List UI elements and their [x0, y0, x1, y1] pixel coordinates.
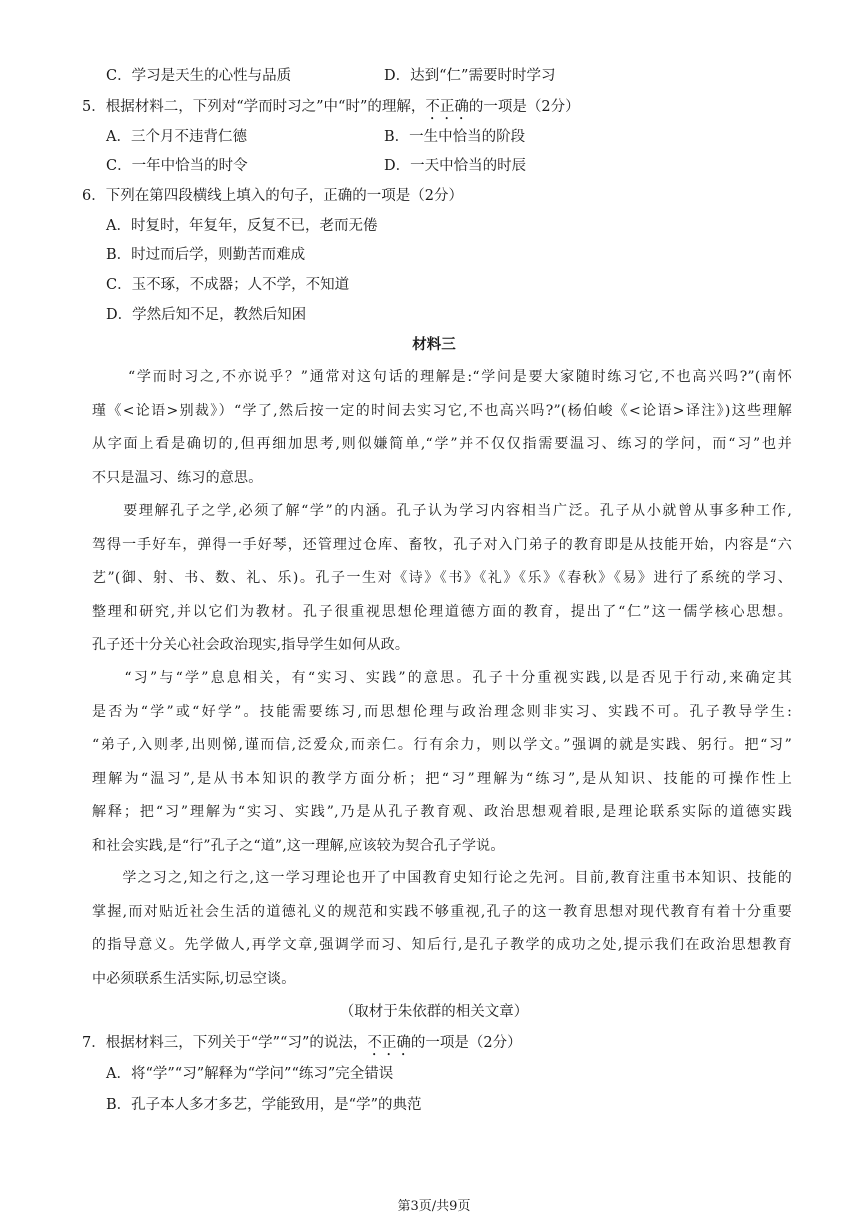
- material3-paragraph-1: [92, 395, 792, 496]
- q5-stem-emphasis: 不正确: [425, 99, 469, 115]
- paragraph-line: 整理和研究,并以它们为教材。孔子很重视思想伦理道德方面的教育，提出了“仁”这一儒学核心思想。: [92, 603, 792, 620]
- q6-option-b: B．时过而后学，则勤苦而难成: [106, 247, 306, 263]
- paragraph-line: 中必须联系生活实际,切忌空谈。: [92, 970, 296, 987]
- paragraph-line: 和社会实践,是“行”孔子之“道”,这一理解,应该较为契合孔子学说。: [92, 837, 505, 854]
- paragraph-line: 瑾《<论语>别裁》）“学了,然后按一定的时间去实习它,不也高兴吗?”(杨伯峻《<论语>译注》)这些理解: [92, 402, 792, 419]
- q4-option-c: C．学习是天生的心性与品质: [106, 68, 292, 84]
- q7-option-a: A．将“学”“习”解释为“学问”“练习”完全错误: [106, 1066, 394, 1082]
- q7-stem-pre: 7．根据材料三，下列关于“学”“习”的说法，: [82, 1035, 368, 1051]
- q6-stem: 6．下列在第四段横线上填入的句子，正确的一项是（2分）: [82, 188, 463, 204]
- q5-option-b: B．一生中恰当的阶段: [384, 129, 526, 145]
- q4-option-d: D．达到“仁”需要时时学习: [384, 68, 556, 84]
- paragraph-line: 艺”(御、射、书、数、礼、乐)。孔子一生对《诗》《书》《礼》《乐》《春秋》《易》进行了系统的学习、: [92, 570, 792, 586]
- material3-paragraph-1-first: [128, 361, 792, 395]
- material3-paragraph-4: [92, 862, 792, 996]
- material3-paragraph-3: [92, 662, 792, 863]
- paragraph-line: 孔子还十分关心社会政治现实,指导学生如何从政。: [92, 637, 410, 653]
- paragraph-line: 从字面上看是确切的,但再细加思考,则似嫌简单,“学”并不仅仅指需要温习、练习的学问，而“习”也并: [92, 436, 792, 452]
- q5-stem-post: 的一项是（2分）: [468, 99, 580, 115]
- q6-option-c: C．玉不琢，不成器；人不学，不知道: [106, 277, 350, 293]
- material3-title: 材料三: [412, 336, 456, 353]
- q5-stem: [82, 97, 580, 123]
- q5-stem-pre: 5．根据材料二，下列对“学而时习之”中“时”的理解，: [82, 99, 426, 115]
- q7-stem-emphasis: 不正确: [367, 1035, 411, 1051]
- paragraph-line: 掌握,而对贴近社会生活的道德礼义的规范和实践不够重视,孔子的这一教育思想对现代教育有着十分重要: [92, 903, 792, 920]
- paragraph-line: “弟子,入则孝,出则悌,谨而信,泛爱众,而亲仁。行有余力，则以学文。”强调的就是实践、躬行。把“习”: [92, 737, 792, 753]
- paragraph-line: “学而时习之,不亦说乎？”通常对这句话的理解是:“学问是要大家随时练习它,不也高兴吗?”(南怀: [128, 369, 792, 385]
- paragraph-line: 解释；把“习”理解为“实习、实践”,乃是从孔子教育观、政治思想观着眼,是理论联系实际的道德实践: [92, 804, 792, 820]
- q7-stem-post: 的一项是（2分）: [410, 1035, 522, 1051]
- q6-option-a: A．时复时，年复年，反复不已，老而无倦: [106, 218, 378, 234]
- paragraph-line: 要理解孔子之学,必须了解“学”的内涵。孔子认为学习内容相当广泛。孔子从小就曾从事多种工作,: [92, 503, 792, 519]
- q5-option-d: D．一天中恰当的时辰: [384, 158, 527, 174]
- material3-paragraph-2: [92, 495, 792, 663]
- paragraph-line: 不只是温习、练习的意思。: [92, 469, 263, 486]
- paragraph-line: 的指导意义。先学做人,再学文章,强调学而习、知后行,是孔子教学的成功之处,提示我们在政治思想教育: [92, 937, 792, 953]
- page-number: 第3页/共9页: [397, 1199, 471, 1214]
- paragraph-line: “习”与“学”息息相关，有“实习、实践”的意思。孔子十分重视实践,以是否见于行动,来确定其: [92, 670, 792, 686]
- paragraph-line: 理解为“温习”,是从书本知识的教学方面分析；把“习”理解为“练习”,是从知识、技能的可操作性上: [92, 770, 792, 787]
- q5-option-a: A．三个月不违背仁德: [106, 129, 247, 145]
- material3-source: （取材于朱依群的相关文章）: [339, 1004, 529, 1020]
- q5-option-c: C．一年中恰当的时令: [106, 158, 248, 174]
- q6-option-d: D．学然后知不足，教然后知困: [106, 307, 307, 323]
- paragraph-line: 是否为“学”或“好学”。技能需要练习,而思想伦理与政治理念则非实习、实践不可。孔子教导学生:: [92, 703, 792, 720]
- paragraph-line: 学之习之,知之行之,这一学习理论也开了中国教育史知行论之先河。目前,教育注重书本知识、技能的: [92, 870, 792, 886]
- q7-option-b: B．孔子本人多才多艺，学能致用，是“学”的典范: [106, 1097, 422, 1113]
- q7-stem: [82, 1033, 522, 1059]
- paragraph-line: 驾得一手好车，弹得一手好琴，还管理过仓库、畜牧，孔子对入门弟子的教育即是从技能开始，内容是“六: [92, 536, 792, 553]
